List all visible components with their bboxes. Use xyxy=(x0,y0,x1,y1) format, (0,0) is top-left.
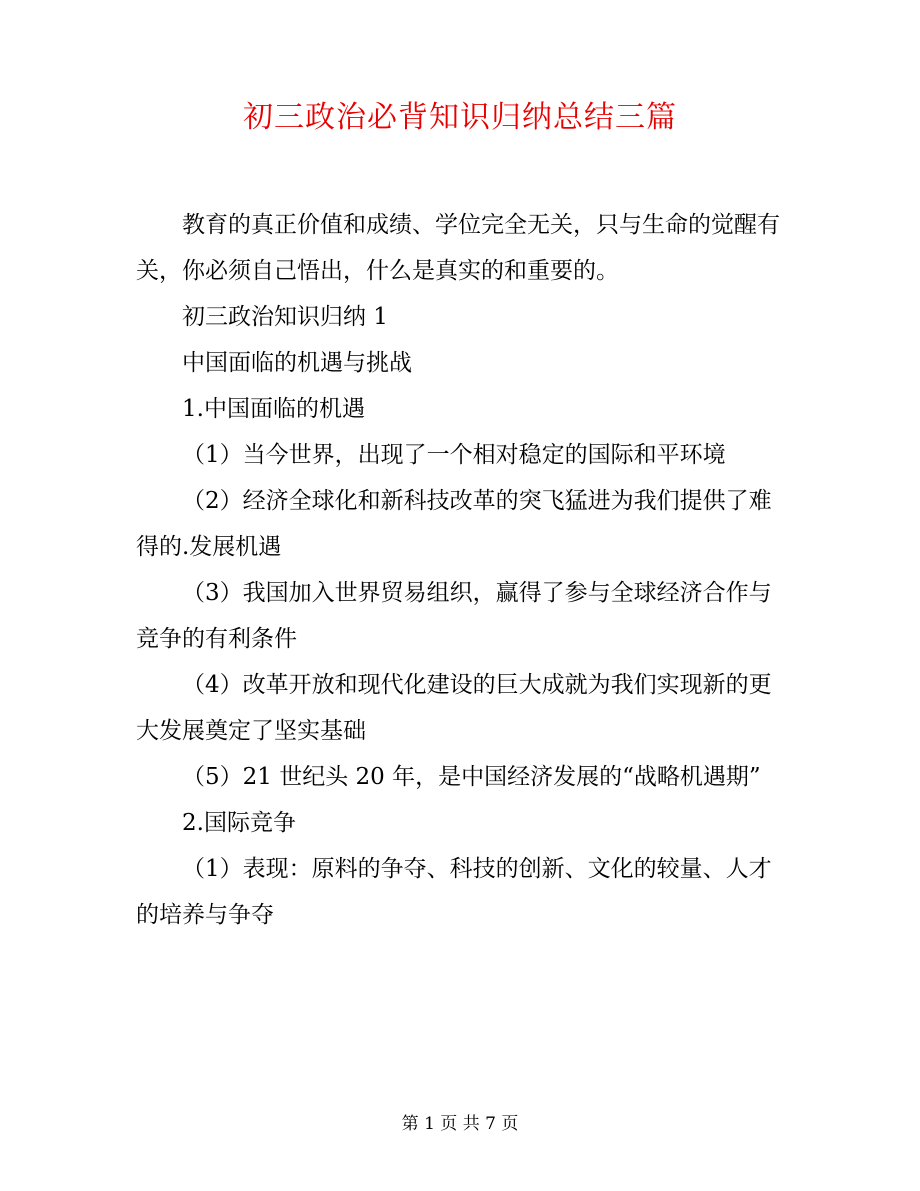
list-item: （5）21 世纪头 20 年，是中国经济发展的“战略机遇期” xyxy=(182,764,761,790)
document-body xyxy=(136,202,786,938)
list-item: （2）经济全球化和新科技改革的突飞猛进为我们提供了难得的.发展机遇 xyxy=(136,488,772,560)
list-heading-competition: 2.国际竞争 xyxy=(182,810,296,836)
list-item: （1）当今世界，出现了一个相对稳定的国际和平环境 xyxy=(182,442,726,468)
list-heading-opportunities: 1.中国面临的机遇 xyxy=(182,396,365,422)
subsection-heading: 中国面临的机遇与挑战 xyxy=(182,350,412,376)
page-footer: 第 1 页 共 7 页 xyxy=(401,1114,519,1134)
section-heading-1: 初三政治知识归纳 1 xyxy=(182,304,388,330)
list-item: （3）我国加入世界贸易组织，赢得了参与全球经济合作与竞争的有利条件 xyxy=(136,580,772,652)
list-item: （4）改革开放和现代化建设的巨大成就为我们实现新的更大发展奠定了坚实基础 xyxy=(136,672,772,744)
page-title: 初三政治必背知识归纳总结三篇 xyxy=(243,100,677,135)
paragraph-intro: 教育的真正价值和成绩、学位完全无关，只与生命的觉醒有关，你必须自己悟出，什么是真实的和重要的。 xyxy=(136,212,780,284)
list-item: （1）表现：原料的争夺、科技的创新、文化的较量、人才的培养与争夺 xyxy=(136,856,772,928)
